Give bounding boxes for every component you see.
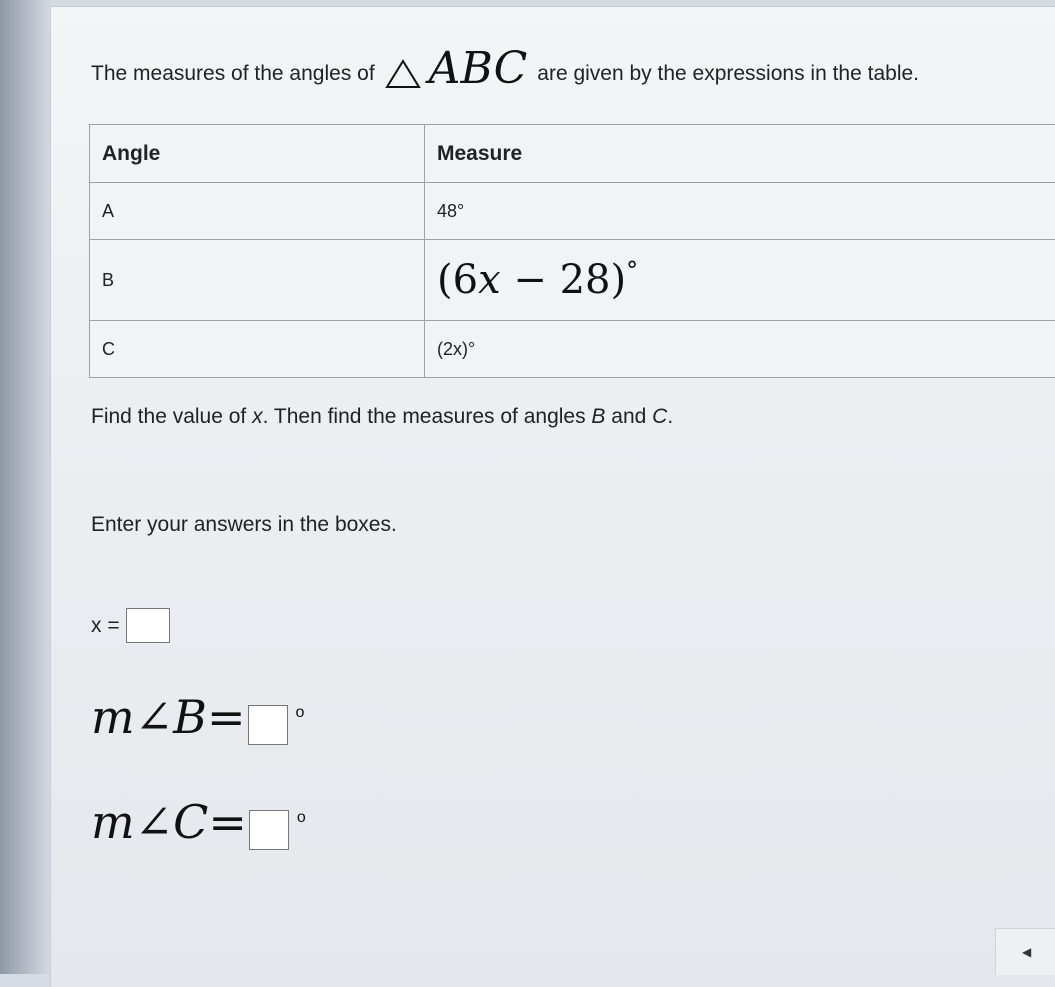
angle-cell: C xyxy=(90,321,425,378)
angle-b-degree: o xyxy=(296,704,305,722)
measure-cell xyxy=(425,240,1055,321)
angle-cell: B xyxy=(90,240,425,321)
angle-c-answer-input[interactable] xyxy=(249,810,289,850)
angles-table xyxy=(89,124,1055,378)
x-answer-input[interactable] xyxy=(126,608,170,643)
measure-cell: (2x)° xyxy=(425,321,1055,378)
triangle-name: ABC xyxy=(429,43,528,94)
angle-b-m: m xyxy=(91,690,135,744)
intro-text-after: are given by the expressions in the table. xyxy=(537,62,919,86)
angle-c-degree: o xyxy=(297,809,306,827)
table-row xyxy=(90,240,1055,321)
angle-c-answer-row xyxy=(91,795,306,849)
intro-text-before: The measures of the angles of xyxy=(91,62,375,86)
scroll-left-arrow-icon[interactable]: ◀ xyxy=(1022,945,1031,959)
angle-c-letter: C xyxy=(173,795,208,849)
table-row xyxy=(90,183,1055,240)
measure-cell: 48° xyxy=(425,183,1055,240)
angle-symbol-icon: ∠ xyxy=(135,690,174,744)
question-prompt: Find the value of x. Then find the measures of angles B and C. xyxy=(91,405,673,429)
angle-b-letter: B xyxy=(173,690,207,744)
table-row xyxy=(90,321,1055,378)
intro-statement xyxy=(91,44,919,104)
angle-cell: A xyxy=(90,183,425,240)
triangle-icon xyxy=(385,59,421,89)
x-label: x = xyxy=(91,614,120,638)
table-header-row xyxy=(90,125,1055,183)
header-angle: Angle xyxy=(90,125,425,183)
instruction-text: Enter your answers in the boxes. xyxy=(91,513,397,537)
angle-c-m: m xyxy=(91,795,135,849)
angle-b-answer-row xyxy=(91,690,304,744)
angle-b-equals: = xyxy=(207,690,246,744)
x-answer-row xyxy=(91,608,170,643)
scroll-corner[interactable] xyxy=(995,928,1055,975)
angle-c-equals: = xyxy=(208,795,247,849)
angle-symbol-icon: ∠ xyxy=(135,795,174,849)
header-measure: Measure xyxy=(425,125,1055,183)
measure-expression-b: (6x − 28)° xyxy=(437,257,638,303)
angle-b-answer-input[interactable] xyxy=(248,705,288,745)
